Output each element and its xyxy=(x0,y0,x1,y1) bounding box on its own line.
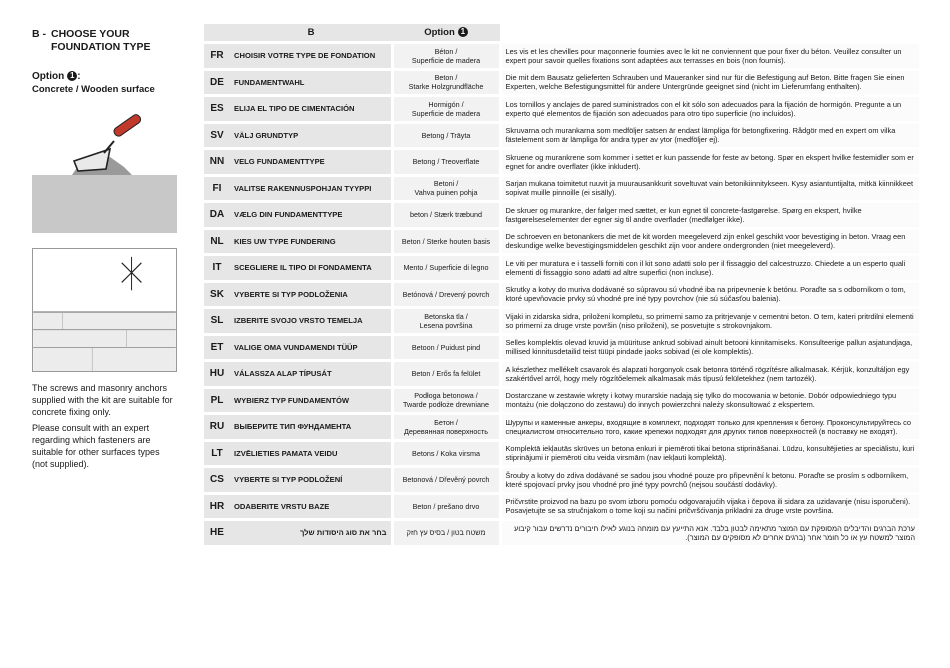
option-label xyxy=(392,440,500,467)
option-label xyxy=(392,228,500,255)
foundation-title: CHOISIR VOTRE TYPE DE FONDATION xyxy=(230,43,392,70)
table-row xyxy=(204,440,919,467)
language-code: IT xyxy=(204,255,230,282)
option-label xyxy=(392,414,500,441)
option-label xyxy=(392,175,500,202)
option-suffix: : xyxy=(77,71,81,82)
option-line-1: Beton / prešano drvo xyxy=(412,501,480,511)
option-label xyxy=(392,43,500,70)
option-label xyxy=(392,202,500,229)
language-code: PL xyxy=(204,387,230,414)
option-line-2: Superficie de madera xyxy=(411,108,481,118)
language-code: SK xyxy=(204,281,230,308)
option-label xyxy=(392,96,500,123)
table-row xyxy=(204,149,919,176)
option-line-1: Hormigón / xyxy=(428,99,464,109)
description: Le viti per muratura e i tasselli forniti con il kit sono adatti solo per il fissaggio del calcestruzzo. Chiedete a un esperto quali elementi di fissaggio sono adatti ad altre superfici (non incluse). xyxy=(500,255,919,282)
table-row xyxy=(204,387,919,414)
language-code: RU xyxy=(204,414,230,441)
description: Pričvrstite proizvod na bazu po svom izboru pomoću odgovarajućih vijaka i čepova ili sidara za uzidavanje (nisu isporučeni). Posavjetujte se sa stručnjakom o tome koji su načini pričvršćivanja prikladni za druge vrste površina. xyxy=(500,493,919,520)
table-row xyxy=(204,414,919,441)
option-label xyxy=(392,387,500,414)
header-option xyxy=(392,24,500,43)
description: Les vis et les chevilles pour maçonnerie fournies avec le kit ne conviennent que pour fixer du béton. Veuillez consulter un expert pour savoir quelles fixations sont adaptées aux terrasses en bois (non fournis). xyxy=(500,43,919,70)
language-code: ET xyxy=(204,334,230,361)
language-code: FI xyxy=(204,175,230,202)
section-title: CHOOSE YOUR FOUNDATION TYPE xyxy=(51,28,151,53)
foundation-title: ВЫБЕРИТЕ ТИП ФУНДАМЕНТА xyxy=(230,414,392,441)
option-label xyxy=(392,69,500,96)
table-row xyxy=(204,308,919,335)
foundation-title: ELIJA EL TIPO DE CIMENTACIÓN xyxy=(230,96,392,123)
option-line-2: Деревянная поверхность xyxy=(403,426,489,436)
table-row xyxy=(204,255,919,282)
option-heading xyxy=(32,70,177,83)
language-code: DA xyxy=(204,202,230,229)
option-line-1: Betong / Treoverflate xyxy=(412,157,480,167)
language-code: LT xyxy=(204,440,230,467)
fastener-note xyxy=(32,382,177,474)
header-option-label: Option xyxy=(424,27,455,38)
option-line-1: Beton / Erős fa felület xyxy=(411,369,481,379)
table-row xyxy=(204,43,919,70)
foundation-title: VYBERTE SI TYP PODLOŽENÍ xyxy=(230,467,392,494)
table-row xyxy=(204,493,919,520)
language-code: HE xyxy=(204,520,230,547)
language-code: HU xyxy=(204,361,230,388)
language-code: FR xyxy=(204,43,230,70)
description: Komplektā iekļautās skrūves un betona enkuri ir piemēroti tikai betona stiprināšanai. Lūdzu, konsultējieties ar speciālistu, kuri stiprinājumi ir piemēroti citu veida virsmām (nav iekļauti komplektā). xyxy=(500,440,919,467)
option-label xyxy=(392,493,500,520)
option-line-1: Mento / Superficie di legno xyxy=(403,263,489,273)
table-row xyxy=(204,520,919,547)
description: Шурупы и каменные анкеры, входящие в комплект, подходят только для крепления к бетону. Проконсультируйтесь со специалистом относительно того, какие крепежи подходят для других типов поверхностей (в поставку не входят). xyxy=(500,414,919,441)
option-line-1: beton / Stærk træbund xyxy=(410,210,482,220)
description: Dostarczane w zestawie wkręty i kotwy murarskie nadają się tylko do mocowania w betonie. Dobór odpowiedniego typu montażu (nie dołączono do zestawu) do innych powierzchni należy skonsultować z ekspertem. xyxy=(500,387,919,414)
option-label xyxy=(392,281,500,308)
option-label xyxy=(392,361,500,388)
option-line-1: Béton / xyxy=(434,46,458,56)
option-line-2: Vahva puinen pohja xyxy=(414,188,478,198)
option-line-1: Betong / Trāyta xyxy=(421,130,471,140)
header-option-number-badge: 1 xyxy=(458,27,468,37)
table-row xyxy=(204,467,919,494)
foundation-title: IZBERITE SVOJO VRSTO TEMELJA xyxy=(230,308,392,335)
table-row xyxy=(204,122,919,149)
option-line-2: Lesena površina xyxy=(419,320,473,330)
foundation-title: VALITSE RAKENNUSPOHJAN TYYPPI xyxy=(230,175,392,202)
description: A készlethez mellékelt csavarok és alapzati horgonyok csak betonra történő rögzítésre alkalmasak. Kérjük, konzultáljon egy szakértővel arról, hogy mely rögzítőelemek alkalmasak más típusú felületekhez (nem tartozék). xyxy=(500,361,919,388)
section-letter: B - xyxy=(32,28,46,40)
table-row xyxy=(204,69,919,96)
description: Šrouby a kotvy do zdiva dodávané se sadou jsou vhodné pouze pro připevnění k betonu. Poraďte se prosím s odborníkem, které spojovací prvky jsou vhodné pro jiné typy povrchů (nejsou součástí dodávky). xyxy=(500,467,919,494)
concrete-trowel-illustration xyxy=(32,105,177,233)
foundation-title: VELG FUNDAMENTTYPE xyxy=(230,149,392,176)
description: Sarjan mukana toimitetut ruuvit ja muurausankkurit soveltuvat vain betonikiinnitykseen. Kysy asiantuntijalta, mitkä kiinnikkeet sopivat muille pinnoille (ei sisälly). xyxy=(500,175,919,202)
table-row xyxy=(204,175,919,202)
left-sidebar xyxy=(32,28,177,96)
table-row xyxy=(204,228,919,255)
table-row xyxy=(204,334,919,361)
language-code: NL xyxy=(204,228,230,255)
foundation-title: VALIGE OMA VUNDAMENDI TÜÜP xyxy=(230,334,392,361)
description: Skrutky a kotvy do muriva dodávané so súpravou sú vhodné iba na pripevnenie k betónu. Poraďte sa s odborníkom o tom, ktoré upevňovacie prvky sú vhodné pre iné typy povrchov (nie sú súčasťou balenia). xyxy=(500,281,919,308)
option-line-1: Betonová / Dřevěný povrch xyxy=(402,475,490,485)
language-code: SL xyxy=(204,308,230,335)
option-label xyxy=(392,255,500,282)
description: Die mit dem Bausatz gelieferten Schrauben und Maueranker sind nur für die Befestigung auf Beton. Bitte fragen Sie einen Experten, welche Befestigungsmittel für andere Untergründe geeignet sind (nicht im Lieferumfang enthalten). xyxy=(500,69,919,96)
option-line-1: Beton / Sterke houten basis xyxy=(401,236,491,246)
description: Skruvarna och murankarna som medföljer satsen är endast lämpliga för betongfixering. Rådgör med en expert om vilka fästelement som är lämpliga för andra typer av ytor (medföljer ej). xyxy=(500,122,919,149)
description: Skruene og murankrene som kommer i settet er kun passende for feste av betong. Spør en ekspert hvilke festemidler som er egnet for andre overflater (ikke inkludert). xyxy=(500,149,919,176)
foundation-title: VÄLJ GRUNDTYP xyxy=(230,122,392,149)
description: Selles komplektis olevad kruvid ja müürituse ankrud sobivad ainult betooni kinnitamiseks. Konsulteerige pallun asjatundjaga, millised kinnitusdetailid teist tüüpi pindade jaoks sobivad (ei ole komplektis). xyxy=(500,334,919,361)
header-description xyxy=(500,24,919,43)
wooden-surface-illustration xyxy=(32,248,177,372)
section-heading xyxy=(32,28,177,54)
language-code: NN xyxy=(204,149,230,176)
note-paragraph: Please consult with an expert regarding which fasteners are suitable for other surfaces types (not supplied). xyxy=(32,423,160,469)
foundation-title: VYBERTE SI TYP PODLOŽENIA xyxy=(230,281,392,308)
foundation-title: FUNDAMENTWAHL xyxy=(230,69,392,96)
option-line-2: Starke Holzgrundfläche xyxy=(408,82,484,92)
foundation-title: WYBIERZ TYP FUNDAMENTÓW xyxy=(230,387,392,414)
table-row xyxy=(204,281,919,308)
option-line-1: Betoon / Puidust pind xyxy=(411,342,481,352)
option-label xyxy=(392,467,500,494)
option-line-1: Betons / Koka virsma xyxy=(412,448,480,458)
foundation-title: VÁLASSZA ALAP TÍPUSÁT xyxy=(230,361,392,388)
option-line-1: Podłoga betonowa / xyxy=(414,391,478,401)
option-line-1: Betonska tla / xyxy=(424,311,468,321)
description: De skruer og murankre, der følger med sættet, er kun egnet til concrete-fastgørelse. Spørg en ekspert, hvilke fastgørelseselementer der egner sig til andre overflader (medfølger ikke). xyxy=(500,202,919,229)
option-line-2: Twarde podłoże drewniane xyxy=(403,400,489,410)
option-line-1: Betónová / Drevený povrch xyxy=(402,289,490,299)
table-body xyxy=(204,43,919,547)
translation-table xyxy=(204,24,919,548)
language-code: HR xyxy=(204,493,230,520)
option-line-1: Бетон / xyxy=(434,417,458,427)
trowel-handle-icon xyxy=(112,113,142,138)
option-label xyxy=(392,520,500,547)
option-line-2: Superficie de madera xyxy=(411,55,481,65)
option-subtitle: Concrete / Wooden surface xyxy=(32,84,155,95)
language-code: CS xyxy=(204,467,230,494)
foundation-title: בחר את סוג היסודות שלך xyxy=(230,520,392,547)
description: ערכת הברגים והדיבלים המסופקת עם המוצר מתאימה לבטון בלבד. אנא התייעץ עם מומחה בנוגע לאילו חיבורים נדרשים עבור קיבוע המוצר למשטח עץ או כל חומר אחר (ברגים אחרים לא מסופקים עם המוצר). xyxy=(500,520,919,547)
option-line-1: Betoni / xyxy=(433,179,459,189)
option-label xyxy=(392,149,500,176)
description: Vijaki in zidarska sidra, priloženi kompletu, so primerni samo za pritrjevanje v cementni beton. O tem, kateri pritrdilni elementi so primerni za druge vrste površin (niso priloženi), se posvetujte s strokovnjakom. xyxy=(500,308,919,335)
foundation-title: VÆLG DIN FUNDAMENTTYPE xyxy=(230,202,392,229)
language-code: ES xyxy=(204,96,230,123)
foundation-title: IZVĒLIETIES PAMATA VEIDU xyxy=(230,440,392,467)
description: Los tornillos y anclajes de pared suministrados con el kit sólo son adecuados para la fijación de hormigón. Pregunte a un experto qué elementos de fijación son adecuados para otro tipo superficie (no incluidos). xyxy=(500,96,919,123)
option-line-1: משטח בטון / בסיס עץ חזק xyxy=(406,528,486,538)
foundation-title: ODABERITE VRSTU BAZE xyxy=(230,493,392,520)
table-row xyxy=(204,361,919,388)
option-label xyxy=(392,308,500,335)
option-label: Option xyxy=(32,71,65,82)
table-row xyxy=(204,96,919,123)
option-label xyxy=(392,334,500,361)
header-blank xyxy=(204,24,230,43)
language-code: DE xyxy=(204,69,230,96)
header-b: B xyxy=(230,24,392,43)
table-row xyxy=(204,202,919,229)
option-label xyxy=(392,122,500,149)
description: De schroeven en betonankers die met de kit worden meegeleverd zijn enkel geschikt voor bevestiging in beton. Vraag een deskundige welke bevestigingsmiddelen geschikt zijn voor andere ondergronden (niet meegeleverd). xyxy=(500,228,919,255)
foundation-title: SCEGLIERE IL TIPO DI FONDAMENTA xyxy=(230,255,392,282)
foundation-title: KIES UW TYPE FUNDERING xyxy=(230,228,392,255)
option-line-1: Beton / xyxy=(434,73,458,83)
language-code: SV xyxy=(204,122,230,149)
option-number-badge: 1 xyxy=(67,71,77,81)
note-paragraph: The screws and masonry anchors supplied with the kit are suitable for concrete fixing only. xyxy=(32,383,173,417)
